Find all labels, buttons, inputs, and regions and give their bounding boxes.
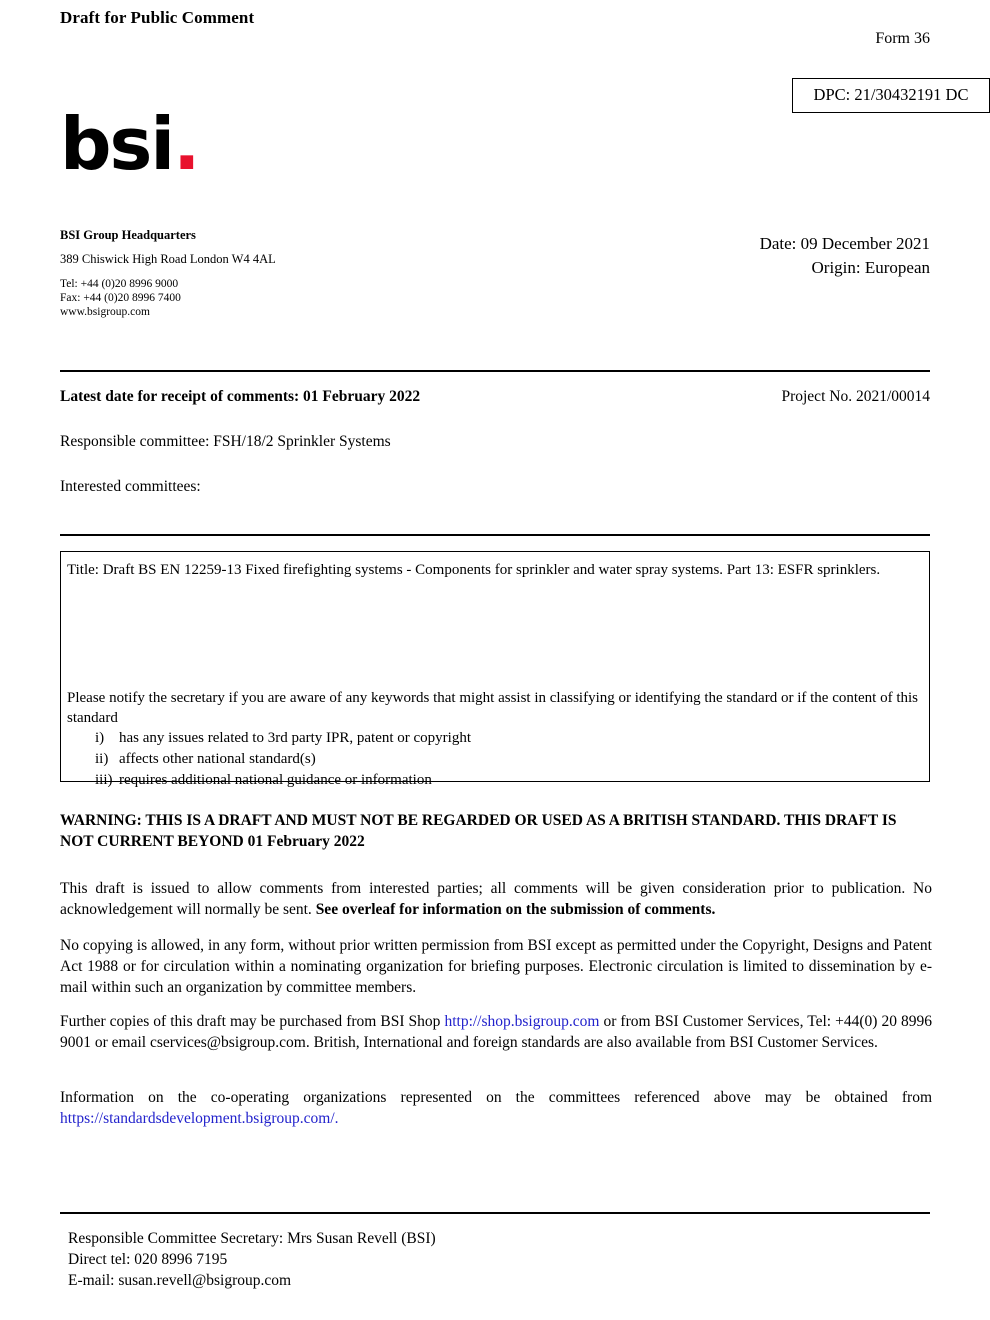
standards-development-link[interactable]: https://standardsdevelopment.bsigroup.com/	[60, 1110, 335, 1127]
footer-tel: Direct tel: 020 8996 7195	[68, 1251, 228, 1268]
footer-secretary: Responsible Committee Secretary: Mrs Susan Revell (BSI)	[68, 1230, 436, 1247]
footer-contact	[68, 1228, 436, 1291]
list-item-marker: i)	[95, 730, 105, 746]
paragraph-comments-bold: See overleaf for information on the submission of comments.	[315, 901, 716, 918]
header-row	[60, 0, 930, 60]
list-item-marker: ii)	[95, 751, 109, 767]
cooperating-orgs-text-1: Information on the co-operating organizations represented on the committees referenced above may be obtained from	[60, 1089, 932, 1106]
address-street: 389 Chiswick High Road London W4 4AL	[60, 251, 276, 266]
paragraph-copyright: No copying is allowed, in any form, without prior written permission from BSI except as permitted under the Copyright, Designs and Patent Act 1988 or for circulation within a nominating organization for briefing purposes. Electronic circulation is limited to dissemination by e-mail within such an organization by committee members.	[60, 937, 932, 996]
bsi-logo-dot: .	[173, 102, 199, 186]
latest-comment-date: Latest date for receipt of comments: 01 February 2022	[60, 388, 421, 405]
dpc-number-box: DPC: 21/30432191 DC	[792, 78, 990, 113]
project-number: Project No. 2021/00014	[781, 388, 930, 405]
document-origin: Origin: European	[811, 258, 930, 277]
further-copies-text-1: Further copies of this draft may be purchased from BSI Shop	[60, 1013, 445, 1030]
interested-committees: Interested committees:	[60, 478, 201, 495]
notify-secretary-text: Please notify the secretary if you are aware of any keywords that might assist in classifying or identifying the standard or if the content of this standard	[67, 690, 919, 726]
title-box	[60, 551, 930, 788]
address-tel: Tel: +44 (0)20 8996 9000	[60, 278, 179, 290]
footer-email: E-mail: susan.revell@bsigroup.com	[68, 1272, 292, 1289]
list-item	[67, 770, 923, 791]
draft-warning: WARNING: THIS IS A DRAFT AND MUST NOT BE REGARDED OR USED AS A BRITISH STANDARD. THIS DRAFT IS NOT CURRENT BEYOND 01 February 2022	[60, 812, 897, 850]
notify-items-list	[67, 728, 923, 791]
further-copies-text-2: or from BSI Customer Services, Tel: +44(0) 20 8996 9001 or email cservices@bsigroup.com. British, International and foreign standards are also available from BSI Customer Services.	[60, 1013, 933, 1051]
divider-top	[60, 370, 930, 372]
address-fax: Fax: +44 (0)20 8996 7400	[60, 292, 181, 304]
cooperating-orgs-text-2: .	[334, 1110, 339, 1127]
list-item-text: affects other national standard(s)	[119, 751, 316, 767]
document-date: Date: 09 December 2021	[759, 234, 930, 253]
address-block	[60, 228, 276, 319]
bsi-logo-text: bsi	[60, 102, 174, 186]
paragraph-further-copies	[60, 1011, 932, 1053]
bsi-shop-link[interactable]: http://shop.bsigroup.com	[444, 1013, 600, 1030]
address-org: BSI Group Headquarters	[60, 228, 196, 242]
list-item	[67, 728, 923, 749]
address-website: www.bsigroup.com	[60, 306, 150, 318]
responsible-committee: Responsible committee: FSH/18/2 Sprinkler Systems	[60, 433, 391, 450]
list-item-text: has any issues related to 3rd party IPR, patent or copyright	[119, 730, 472, 746]
divider-bottom	[60, 1212, 930, 1214]
list-item	[67, 749, 923, 770]
paragraph-cooperating-orgs	[60, 1087, 932, 1129]
comments-deadline-row	[60, 388, 930, 406]
date-origin-block	[760, 232, 930, 280]
paragraph-comments-text: This draft is issued to allow comments from interested parties; all comments will be given consideration prior to publication. No acknowledgement will normally be sent.	[60, 880, 932, 918]
form-number: Form 36	[875, 30, 930, 47]
list-item-text: requires additional national guidance or information	[119, 772, 432, 788]
bsi-logo	[60, 102, 199, 186]
list-item-marker: iii)	[95, 772, 113, 788]
standard-title: Title: Draft BS EN 12259-13 Fixed firefighting systems - Components for sprinkler and water spray systems. Part 13: ESFR sprinklers.	[67, 562, 881, 578]
paragraph-comments	[60, 878, 932, 920]
divider-middle	[60, 534, 930, 536]
draft-for-public-comment-label: Draft for Public Comment	[60, 8, 255, 27]
